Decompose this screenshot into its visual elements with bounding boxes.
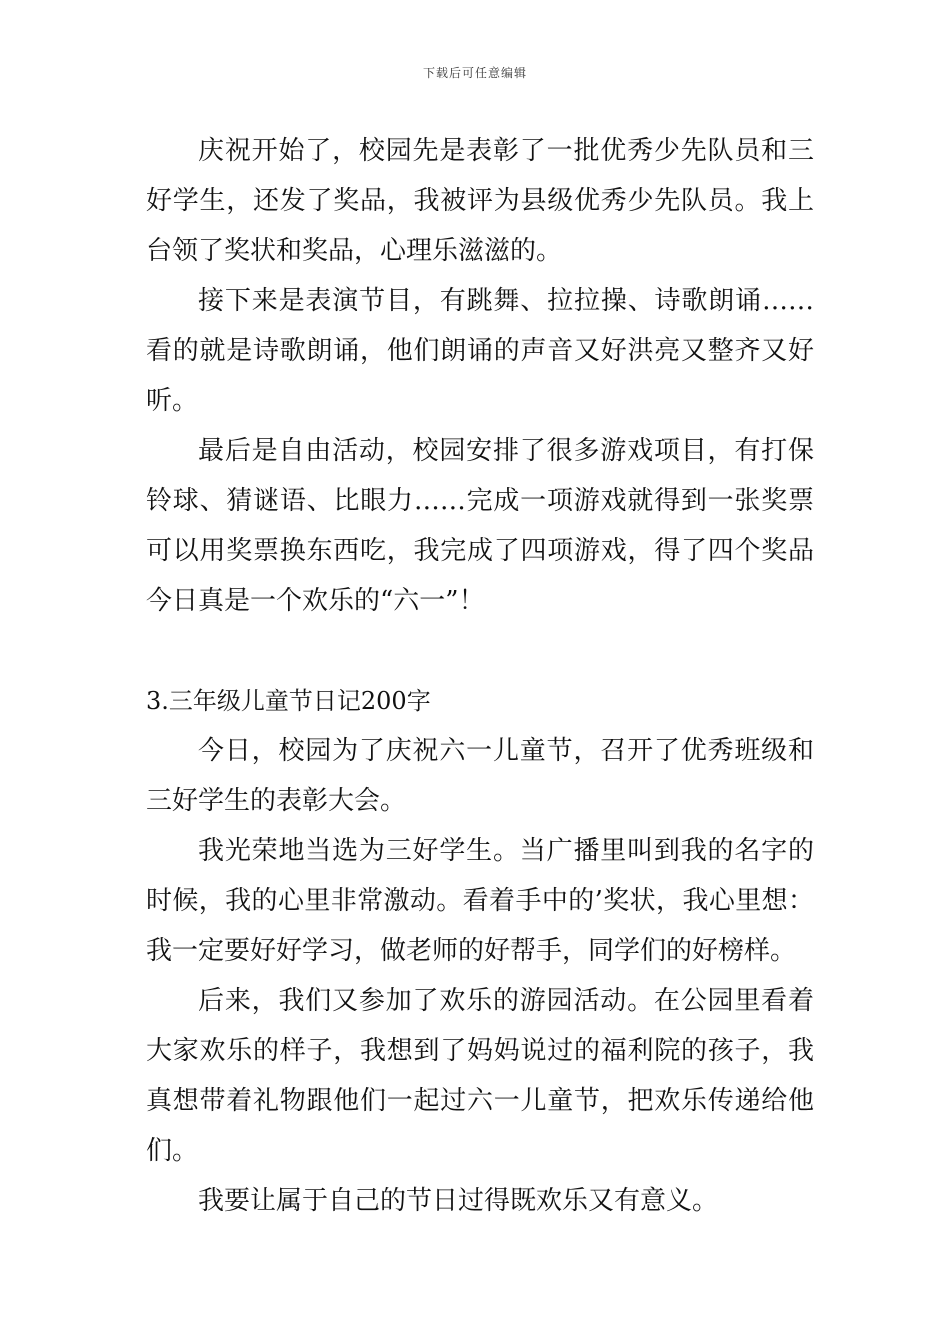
paragraph: 最后是自由活动，校园安排了很多游戏项目，有打保铃球、猜谜语、比眼力……完成一项游戏就得到一张奖票可以用奖票换东西吃，我完成了四项游戏，得了四个奖品今日真是一个欢乐的“六一”！ bbox=[146, 436, 814, 616]
section-heading: 3.三年级儿童节日记200字 bbox=[146, 687, 431, 715]
paragraph: 后来，我们又参加了欢乐的游园活动。在公园里看着大家欢乐的样子，我想到了妈妈说过的福利院的孩子，我真想带着礼物跟他们一起过六一儿童节，把欢乐传递给他们。 bbox=[146, 986, 814, 1166]
section-spacer bbox=[146, 626, 814, 676]
paragraph: 我光荣地当选为三好学生。当广播里叫到我的名字的时候，我的心里非常激动。看着手中的’奖状，我心里想：我一定要好好学习，做老师的好帮手，同学们的好榜样。 bbox=[146, 836, 814, 966]
paragraph: 我要让属于自己的节日过得既欢乐又有意义。 bbox=[198, 1186, 719, 1216]
paragraph: 今日，校园为了庆祝六一儿童节，召开了优秀班级和三好学生的表彰大会。 bbox=[146, 736, 814, 816]
document-body bbox=[146, 126, 814, 1226]
page-header: 下载后可任意编辑 bbox=[422, 66, 527, 80]
paragraph: 接下来是表演节目，有跳舞、拉拉操、诗歌朗诵……看的就是诗歌朗诵，他们朗诵的声音又好洪亮又整齐又好听。 bbox=[146, 286, 814, 416]
paragraph: 庆祝开始了，校园先是表彰了一批优秀少先队员和三好学生，还发了奖品，我被评为县级优秀少先队员。我上台领了奖状和奖品，心理乐滋滋的。 bbox=[146, 136, 814, 266]
